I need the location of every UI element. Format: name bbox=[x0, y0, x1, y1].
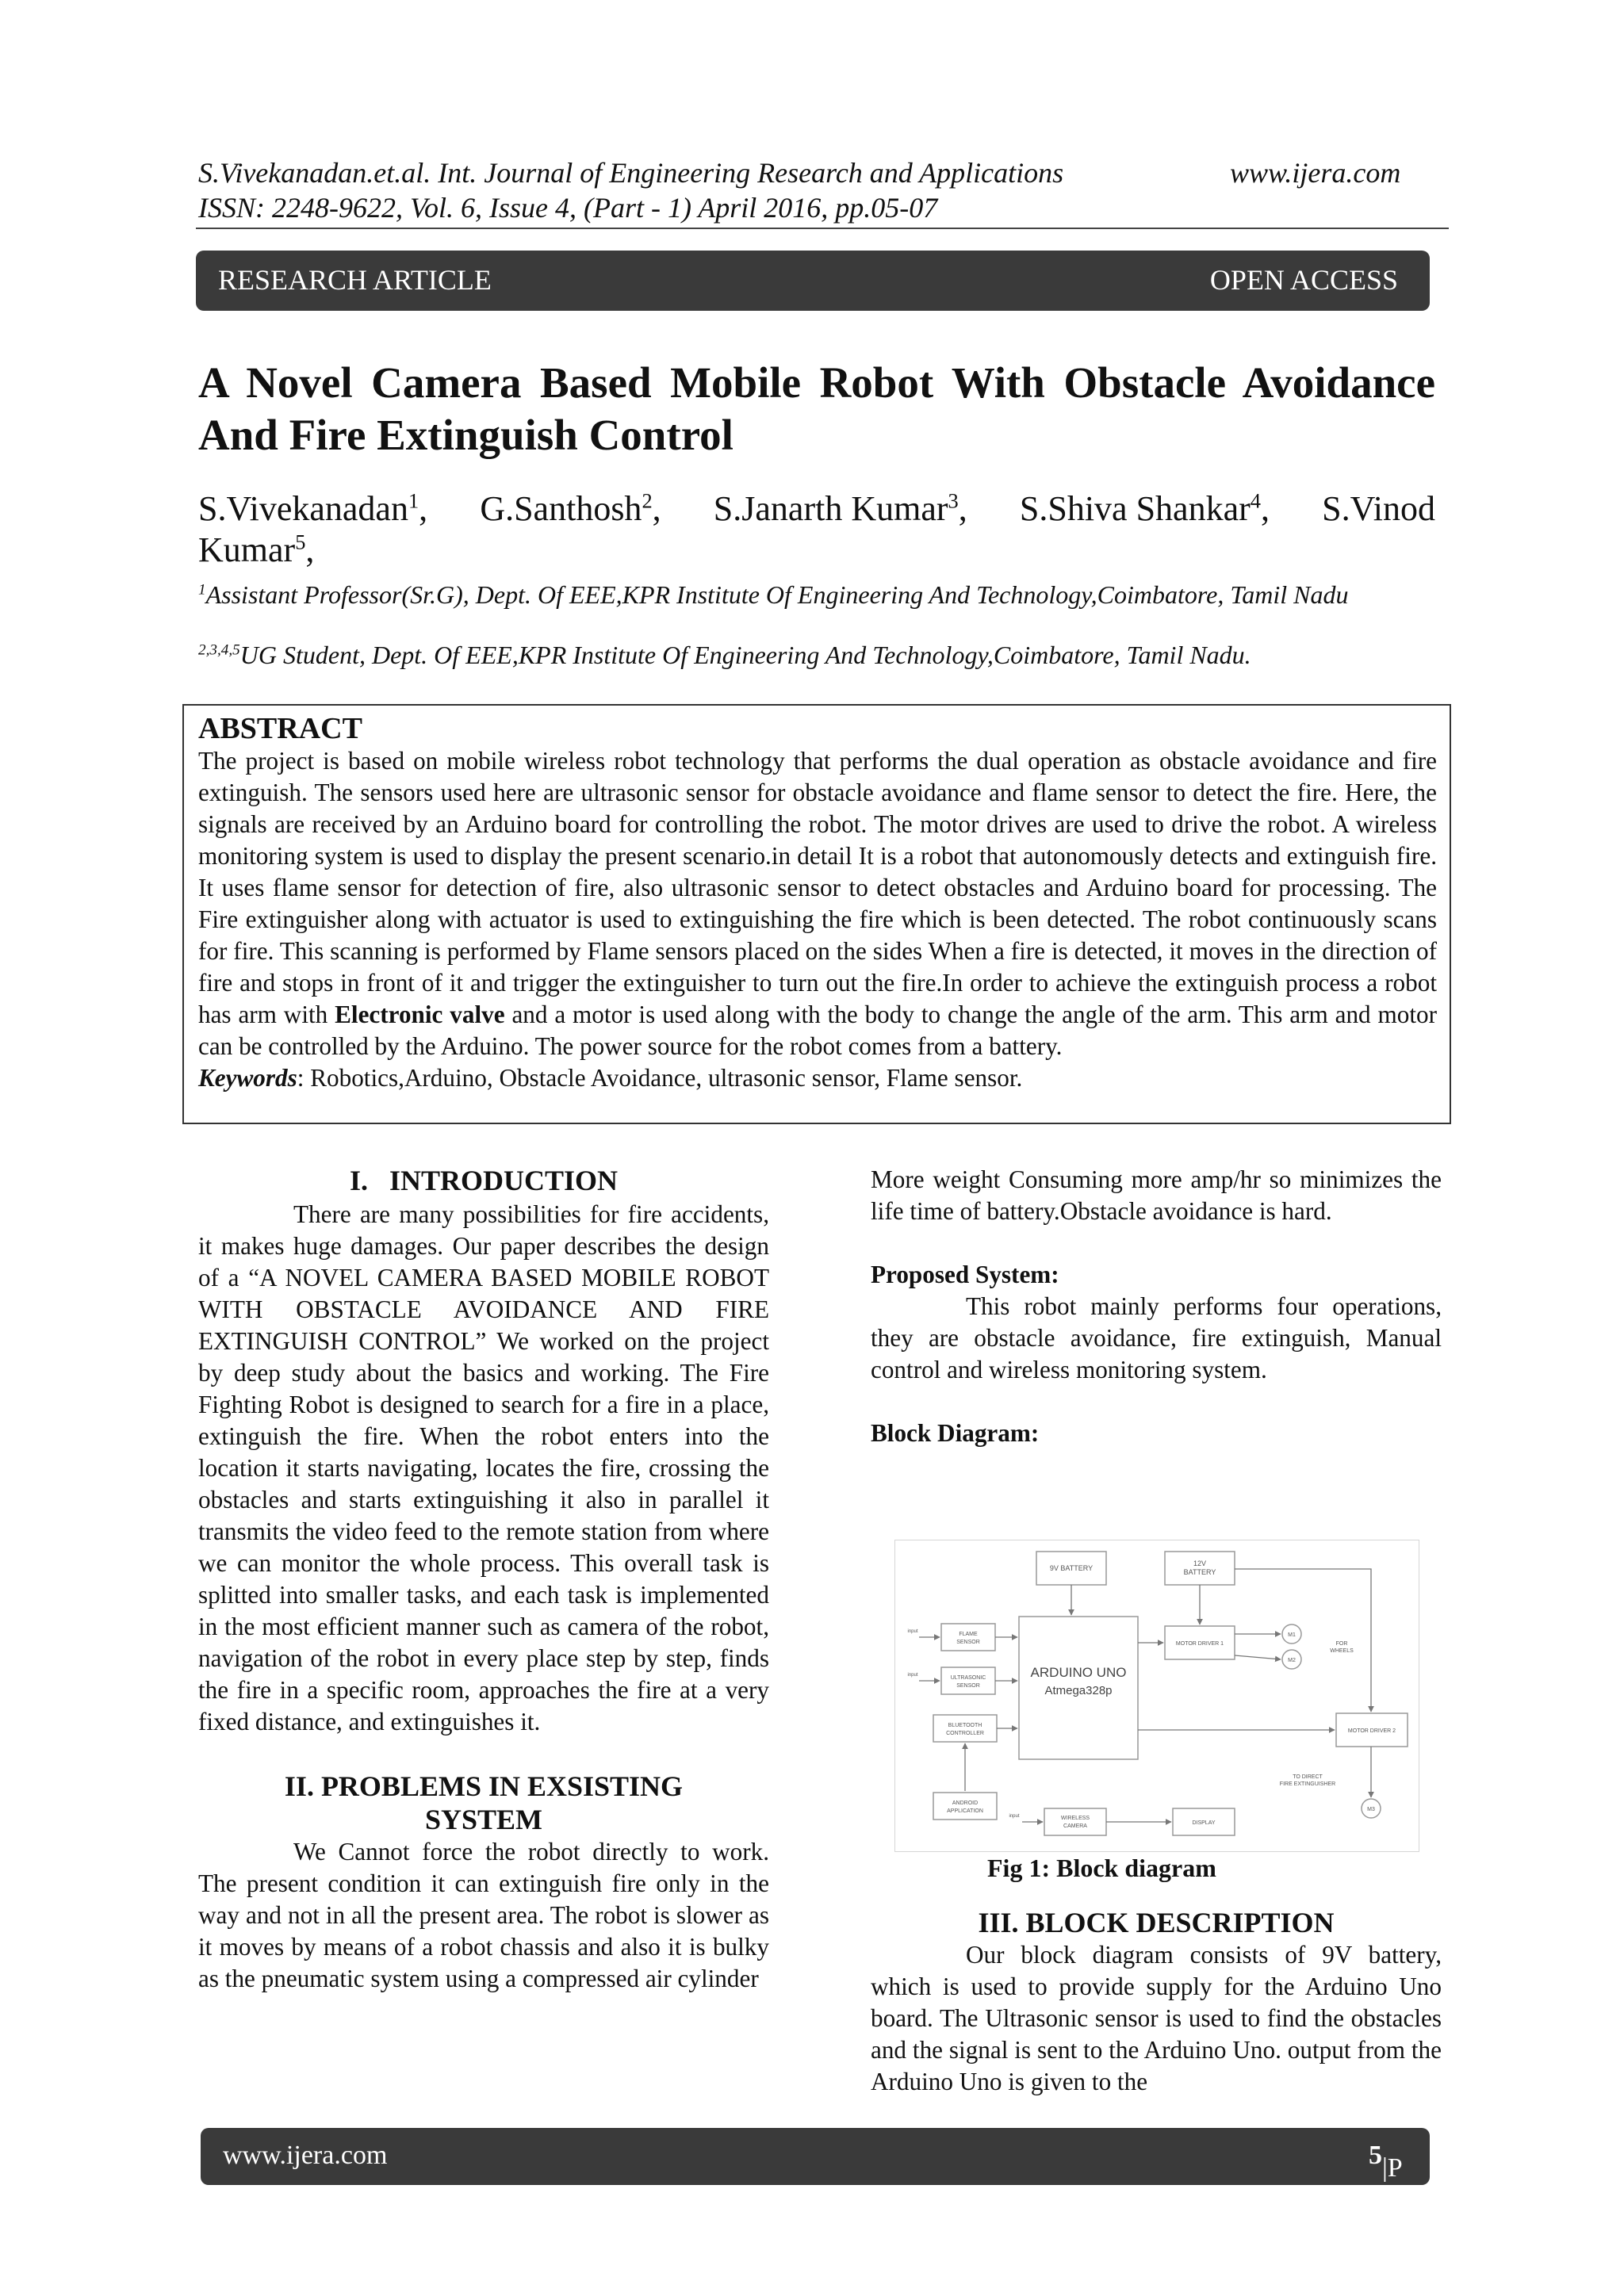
block-description-text: Our block diagram consists of 9V battery, which is used to provide supply for the Arduino Uno board. The Ultrasonic sensor is used to find the obstacles and the signal is sent to the Arduino Uno. output from the Arduino Uno is given to the bbox=[871, 1941, 1442, 2095]
svg-text:FLAME: FLAME bbox=[959, 1632, 978, 1637]
svg-text:M3: M3 bbox=[1367, 1807, 1375, 1812]
svg-text:BLUETOOTH: BLUETOOTH bbox=[948, 1723, 982, 1728]
affiliation-2: $^{2,3,4,5}$UG Student, Dept. Of EEE,KPR Institute Of Engineering And Technology,Coimbatore, Tamil Nadu. bbox=[198, 641, 1251, 669]
svg-text:SENSOR: SENSOR bbox=[956, 1683, 980, 1689]
left-column bbox=[198, 1164, 769, 1995]
svg-text:CONTROLLER: CONTROLLER bbox=[946, 1731, 984, 1736]
ultrasonic-sensor-box bbox=[941, 1667, 995, 1694]
svg-text:APPLICATION: APPLICATION bbox=[947, 1808, 983, 1814]
proposed-system-heading: Proposed System: bbox=[871, 1261, 1059, 1288]
abstract-heading: ABSTRACT bbox=[198, 712, 362, 745]
affiliation-1: $^1$Assistant Professor(Sr.G), Dept. Of EEE,KPR Institute Of Engineering And Technology,Coimbatore, Tamil Nadu bbox=[198, 580, 1349, 609]
svg-text:FOR: FOR bbox=[1335, 1641, 1348, 1647]
right-column bbox=[871, 1164, 1442, 1449]
problems-continued-text: More weight Consuming more amp/hr so minimizes the life time of battery.Obstacle avoidance is hard. bbox=[871, 1165, 1442, 1225]
camera-box bbox=[1044, 1808, 1106, 1835]
svg-text:input: input bbox=[907, 1629, 918, 1634]
label-12v-a: 12V bbox=[1193, 1559, 1207, 1567]
arrow-12v-md2 bbox=[1235, 1569, 1371, 1712]
issn-line: ISSN: 2248-9622, Vol. 6, Issue 4, (Part - 1) April 2016, pp.05-07 bbox=[198, 192, 938, 224]
header-rule bbox=[196, 228, 1449, 229]
svg-text:MOTOR DRIVER 2: MOTOR DRIVER 2 bbox=[1347, 1728, 1396, 1734]
svg-text:M2: M2 bbox=[1288, 1658, 1296, 1663]
article-banner bbox=[196, 251, 1430, 311]
journal-header: S.Vivekanadan.et.al. Int. Journal of Engineering Research and Applications bbox=[198, 157, 1064, 189]
svg-text:SENSOR: SENSOR bbox=[956, 1640, 980, 1645]
svg-text:M1: M1 bbox=[1288, 1632, 1296, 1638]
figure-caption: Fig 1: Block diagram bbox=[987, 1854, 1216, 1882]
author-3: S.Janarth Kumar$^3$, bbox=[713, 488, 967, 528]
block-description-section bbox=[871, 1906, 1442, 2098]
arrow-m2 bbox=[1235, 1655, 1281, 1659]
author-1: S.Vivekanadan$^1$, bbox=[198, 488, 428, 528]
page-number: 5 |P a g e bbox=[1369, 2141, 1402, 2273]
intro-text: There are many possibilities for fire accidents, it makes huge damages. Our paper describes the design of a “A NOVEL CAMERA BASED MOBILE ROBOT WITH OBSTACLE AVOIDANCE AND FIRE EXTINGUISH CONTROL” We worked on the project by deep study about the basics and working. The Fire Fighting Robot is designed to search for a fire in a place, extinguish the fire. When the robot enters into the location it starts navigating, locates the fire, crossing the obstacles and starts extinguishing it also in parallel it transmits the video feed to the remote station from where we can monitor the whole process. This overall task is splitted into smaller tasks, and each task is implemented in the most efficient manner such as camera of the robot, navigation of the robot in every place step by step, finds the fire in a specific room, approaches the fire at a very fixed distance, and extinguishes it. bbox=[198, 1200, 769, 1735]
label-9v: 9V BATTERY bbox=[1049, 1564, 1094, 1572]
svg-text:WIRELESS: WIRELESS bbox=[1060, 1816, 1090, 1821]
paper-title-line1: A Novel Camera Based Mobile Robot With Obstacle Avoidance bbox=[198, 358, 1435, 407]
svg-text:input: input bbox=[1009, 1814, 1020, 1819]
svg-text:ANDROID: ANDROID bbox=[952, 1800, 979, 1806]
svg-text:DISPLAY: DISPLAY bbox=[1192, 1820, 1216, 1826]
author-5-first: S.Vinod bbox=[1322, 489, 1435, 528]
block-diagram-heading: Block Diagram: bbox=[871, 1419, 1040, 1447]
svg-text:TO DIRECT: TO DIRECT bbox=[1293, 1774, 1323, 1780]
author-4: S.Shiva Shankar$^4$, bbox=[1019, 488, 1270, 528]
svg-text:CAMERA: CAMERA bbox=[1063, 1823, 1087, 1829]
author-5-last: Kumar bbox=[198, 530, 296, 569]
article-type: RESEARCH ARTICLE bbox=[218, 264, 492, 296]
paper-title-line2: And Fire Extinguish Control bbox=[198, 411, 733, 459]
svg-text:WHEELS: WHEELS bbox=[1330, 1648, 1354, 1654]
page-footer bbox=[201, 2128, 1430, 2273]
bluetooth-box bbox=[933, 1715, 997, 1742]
block-description-heading: III. BLOCK DESCRIPTION bbox=[978, 1907, 1335, 1938]
problems-heading: II. PROBLEMS IN EXSISTING SYSTEM bbox=[284, 1770, 684, 1835]
footer-website[interactable]: www.ijera.com bbox=[223, 2141, 388, 2170]
intro-heading: I. INTRODUCTION bbox=[349, 1165, 619, 1196]
svg-text:input: input bbox=[907, 1673, 918, 1678]
svg-text:FIRE EXTINGUISHER: FIRE EXTINGUISHER bbox=[1279, 1781, 1336, 1787]
label-arduino: ARDUINO UNO bbox=[1030, 1665, 1127, 1680]
access-label: OPEN ACCESS bbox=[1209, 264, 1398, 296]
label-atmega: Atmega328p bbox=[1044, 1684, 1113, 1697]
flame-sensor-box bbox=[941, 1624, 995, 1651]
block-diagram-svg bbox=[895, 1540, 1419, 1851]
label-12v-b: BATTERY bbox=[1183, 1568, 1216, 1576]
proposed-system-text: This robot mainly performs four operations, they are obstacle avoidance, fire extinguish, Manual control and wireless monitoring system. bbox=[871, 1292, 1442, 1383]
keywords-line: Keywords: Robotics,Arduino, Obstacle Avoidance, ultrasonic sensor, Flame sensor. bbox=[198, 1064, 1023, 1092]
android-box bbox=[933, 1793, 997, 1820]
svg-text:MOTOR DRIVER 1: MOTOR DRIVER 1 bbox=[1175, 1641, 1224, 1647]
abstract-box bbox=[182, 704, 1451, 1124]
author-2: G.Santhosh$^2$, bbox=[480, 488, 661, 528]
block-diagram-figure bbox=[894, 1540, 1419, 1852]
author-list: S.Vivekanadan$^1$, G.Santhosh$^2$, S.Janarth Kumar$^3$, S.Shiva Shankar$^4$, S.Vinod Kumar$^5$, bbox=[198, 488, 1435, 569]
svg-text:ULTRASONIC: ULTRASONIC bbox=[950, 1675, 986, 1681]
journal-website[interactable]: www.ijera.com bbox=[1230, 157, 1401, 189]
problems-text: We Cannot force the robot directly to work. The present condition it can extinguish fire only in the way and not in all the present area. The robot is slower as it moves by means of a robot chassis and also it is bulky as the pneumatic system using a compressed air cylinder bbox=[198, 1838, 769, 1992]
abstract-text: The project is based on mobile wireless robot technology that performs the dual operation as obstacle avoidance and fire extinguish. The sensors used here are ultrasonic sensor for obstacle avoidance and flame sensor to detect the fire. Here, the signals are received by an Arduino board for controlling the robot. The motor drives are used to drive the robot. A wireless monitoring system is used to display the present scenario.in detail It is a robot that autonomously detects and extinguish fire. It uses flame sensor for detection of fire, also ultrasonic sensor to detect obstacles and Arduino board for processing. The Fire extinguisher along with actuator is used to extinguishing the fire which is been detected. The robot continuously scans for fire. This scanning is performed by Flame sensors placed on the sides When a fire is detected, it moves in the direction of fire and stops in front of it and trigger the extinguisher to turn out the fire.In order to achieve the extinguish process a robot has arm with Electronic valve and a motor is used along with the body to change the angle of the arm. This arm and motor can be controlled by the Arduino. The power source for the robot comes from a battery. bbox=[198, 747, 1438, 1060]
